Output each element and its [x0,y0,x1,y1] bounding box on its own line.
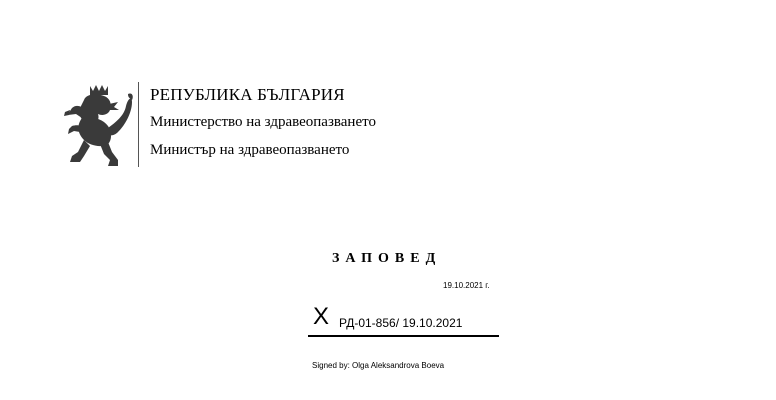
header-divider [138,82,139,167]
signed-by-text: Signed by: Olga Aleksandrova Boeva [312,361,445,370]
signature-line [308,303,499,337]
minister-title: Министър на здравеопазването [150,142,350,158]
ministry-name: Министерство на здравеопазването [150,114,376,130]
signature-mark: X [313,303,330,330]
republic-name: РЕПУБЛИКА БЪЛГАРИЯ [150,85,345,104]
document-title: ЗАПОВЕД [332,251,442,266]
lion-emblem-icon [62,82,134,172]
signature-reference: РД-01-856/ 19.10.2021 [339,316,463,330]
document-date: 19.10.2021 г. [443,281,490,290]
